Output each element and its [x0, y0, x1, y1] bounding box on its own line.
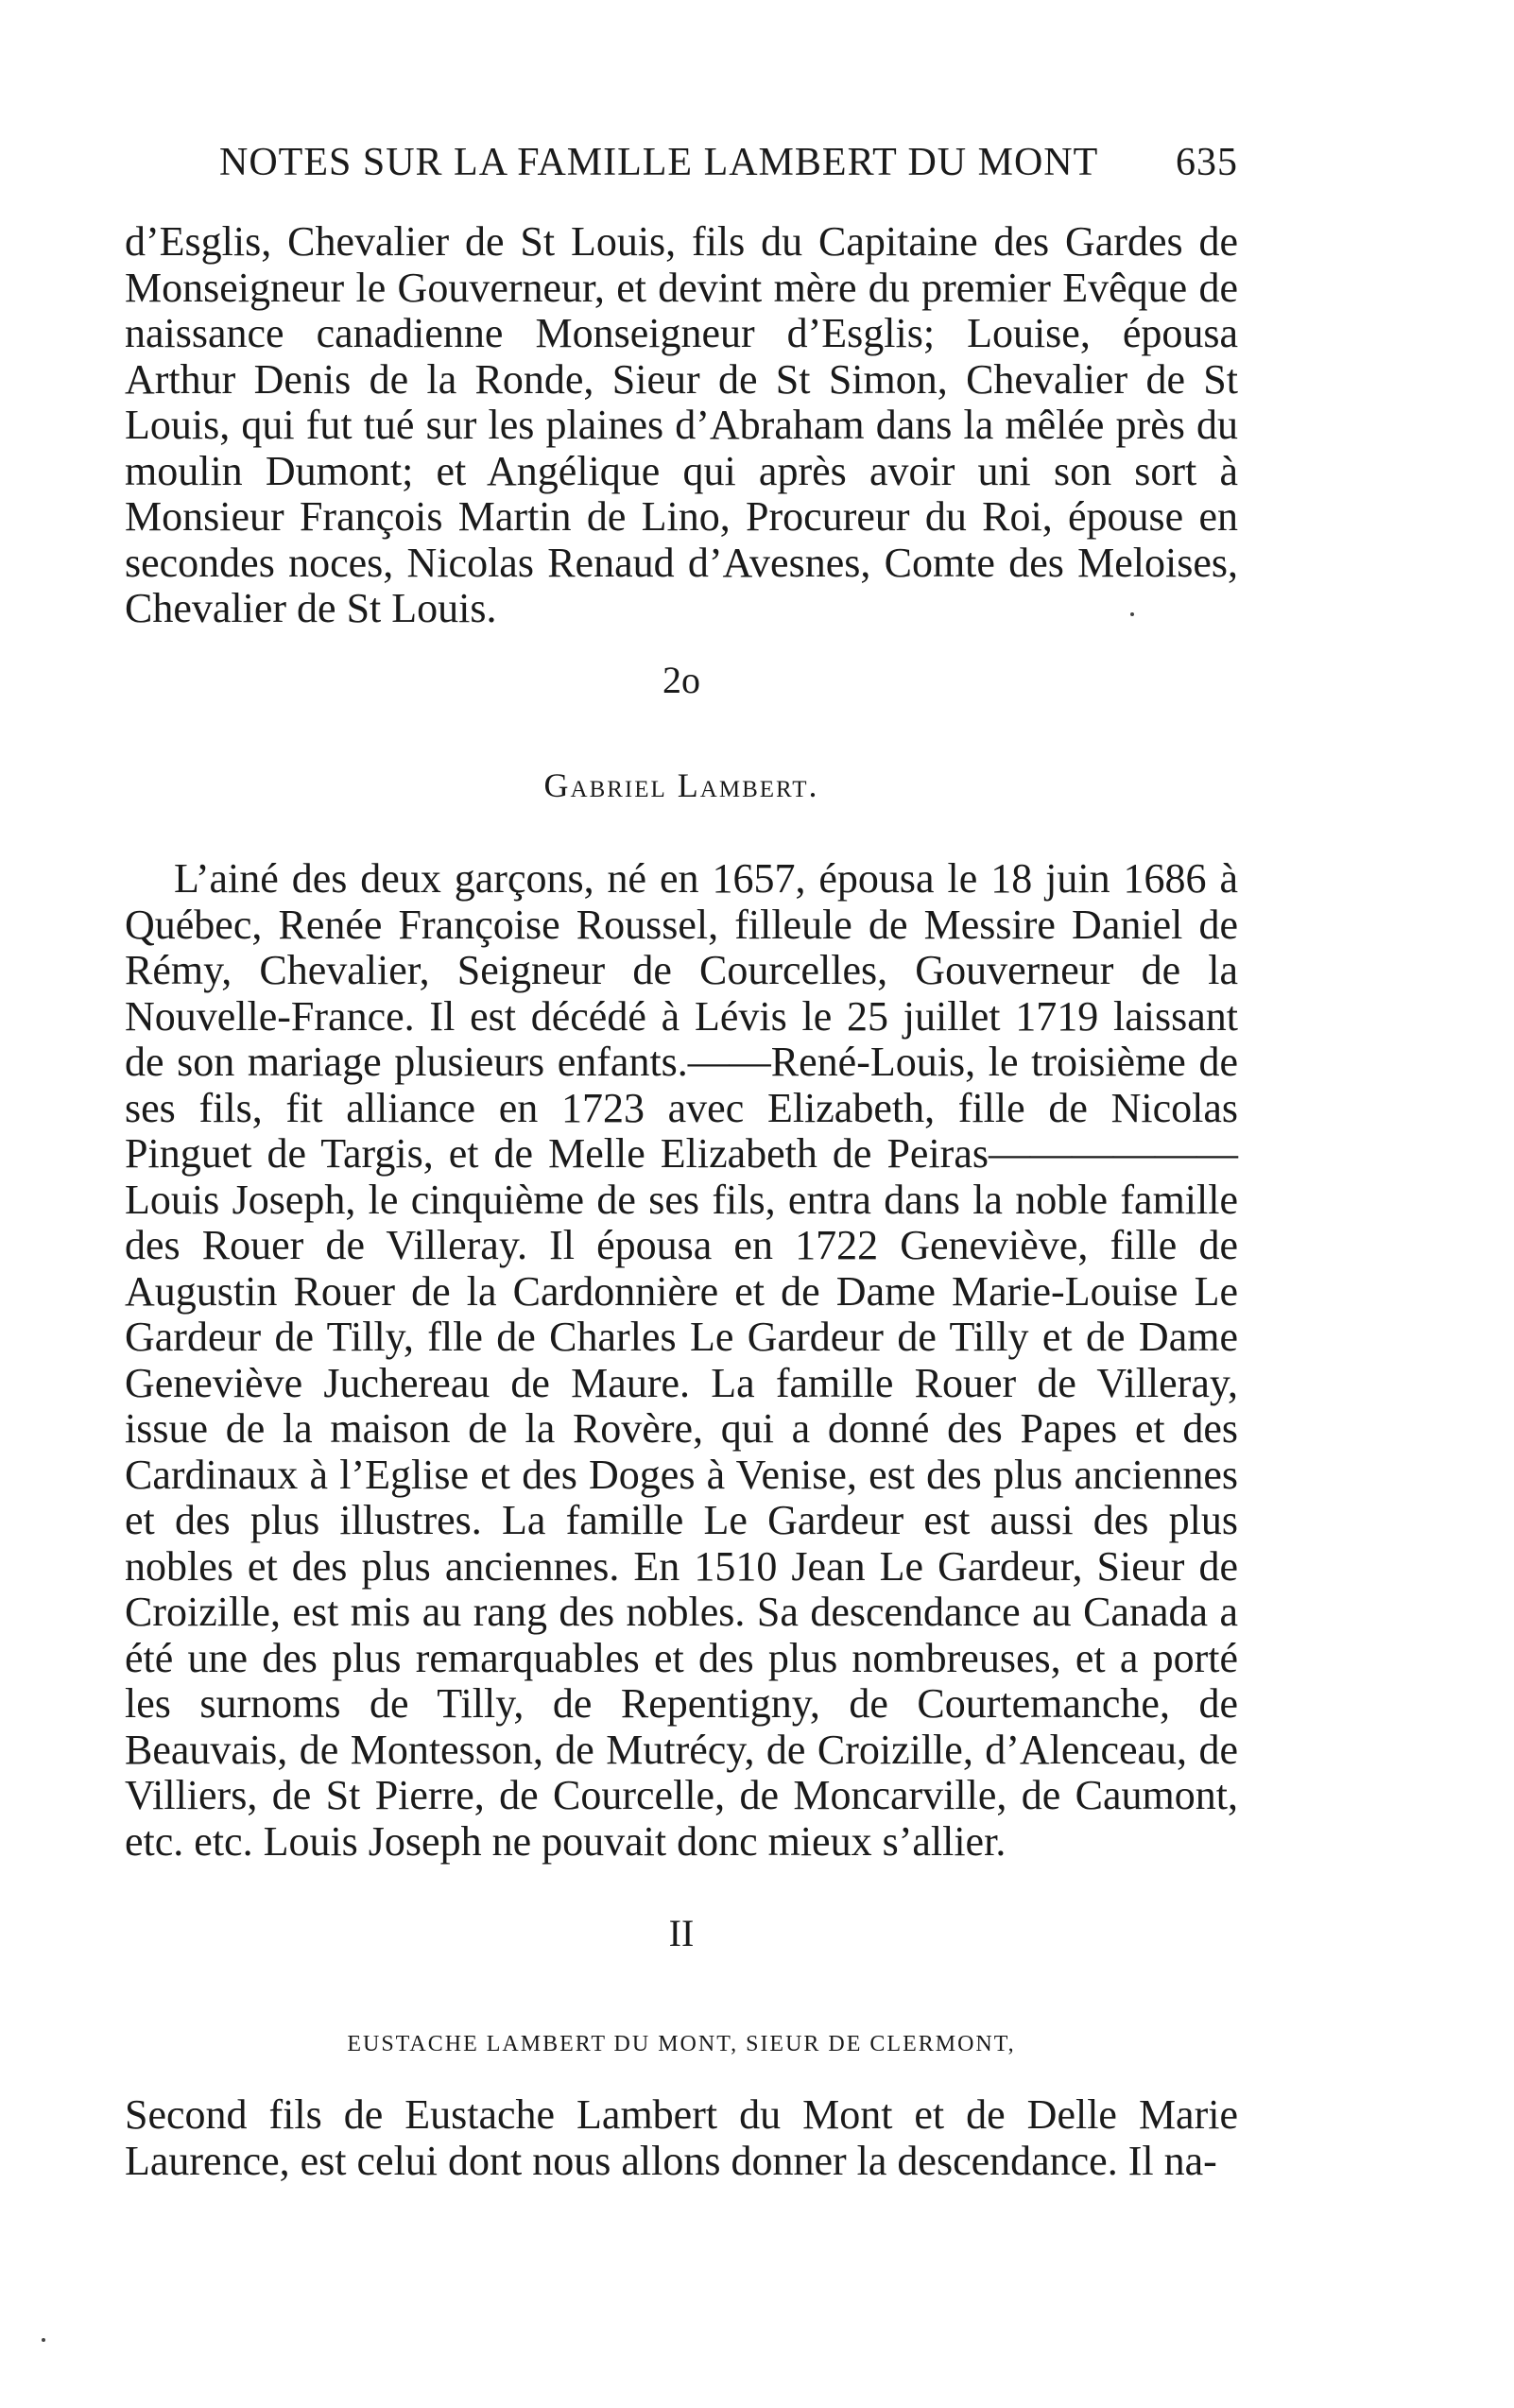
speck-mark [1130, 612, 1134, 616]
gabriel-text [125, 856, 1238, 1865]
opening-text [125, 219, 1238, 632]
section-number-II: II [668, 1912, 695, 1954]
section-title-gabriel: Gabriel Lambert. [543, 766, 819, 804]
eustache-paragraph: Second fils de Eustache Lambert du Mont et de Delle Marie Laurence, est celui dont nous allons donner la descendance. Il na- [125, 2091, 1238, 2184]
speck-mark [42, 2338, 45, 2342]
section-number-2: 2o [662, 659, 700, 701]
page-number: 635 [1176, 141, 1238, 184]
opening-paragraph: d’Esglis, Chevalier de St Louis, fils du Capitaine des Gardes de Monseigneur le Gouverneur, et devint mère du premier Evêque de naissance canadienne Monseigneur d’Esglis; Louise, épousa Arthur Denis de la Ronde, Sieur de St Simon, Chevalier de St Louis, qui fut tué sur les plaines d’Abraham dans la mêlée près du moulin Dumont; et Angélique qui après avoir uni son sort à Monsieur François Martin de Lino, Procureur du Roi, épouse en secondes noces, Nicolas Renaud d’Avesnes, Comte des Meloises, Chevalier de St Louis. [125, 218, 1238, 631]
running-header [219, 140, 1238, 185]
gabriel-paragraph: L’ainé des deux garçons, né en 1657, épousa le 18 juin 1686 à Québec, Renée Françoise Roussel, filleule de Messire Daniel de Rémy, Chevalier, Seigneur de Courcelles, Gouverneur de la Nouvelle-France. Il est décédé à Lévis le 25 juillet 1719 laissant de son mariage plusieurs enfants.——René-Louis, le troisième de ses fils, fit alliance en 1723 avec Elizabeth, fille de Nicolas Pinguet de Targis, et de Melle Elizabeth de Peiras——————Louis Joseph, le cinquième de ses fils, entra dans la noble famille des Rouer de Villeray. Il épousa en 1722 Geneviève, fille de Augustin Rouer de la Cardonnière et de Dame Marie-Louise Le Gardeur de Tilly, flle de Charles Le Gardeur de Tilly et de Dame Geneviève Juchereau de Maure. La famille Rouer de Villeray, issue de la maison de la Rovère, qui a donné des Papes et des Cardinaux à l’Eglise et des Doges à Venise, est des plus anciennes et des plus illustres. La famille Le Gardeur est aussi des plus nobles et des plus anciennes. En 1510 Jean Le Gardeur, Sieur de Croizille, est mis au rang des nobles. Sa descendance au Canada a été une des plus remarquables et des plus nombreuses, et a porté les surnoms de Tilly, de Repentigny, de Courtemanche, de Beauvais, de Montesson, de Mutrécy, de Croizille, d’Alenceau, de Villiers, de St Pierre, de Courcelle, de Moncarville, de Caumont, etc. etc. Louis Joseph ne pouvait donc mieux s’allier. [125, 855, 1238, 1865]
eustache-text [125, 2092, 1238, 2184]
section-title-eustache: EUSTACHE LAMBERT DU MONT, SIEUR DE CLERMONT, [347, 2032, 1016, 2056]
header-title: NOTES SUR LA FAMILLE LAMBERT DU MONT [219, 141, 1099, 184]
